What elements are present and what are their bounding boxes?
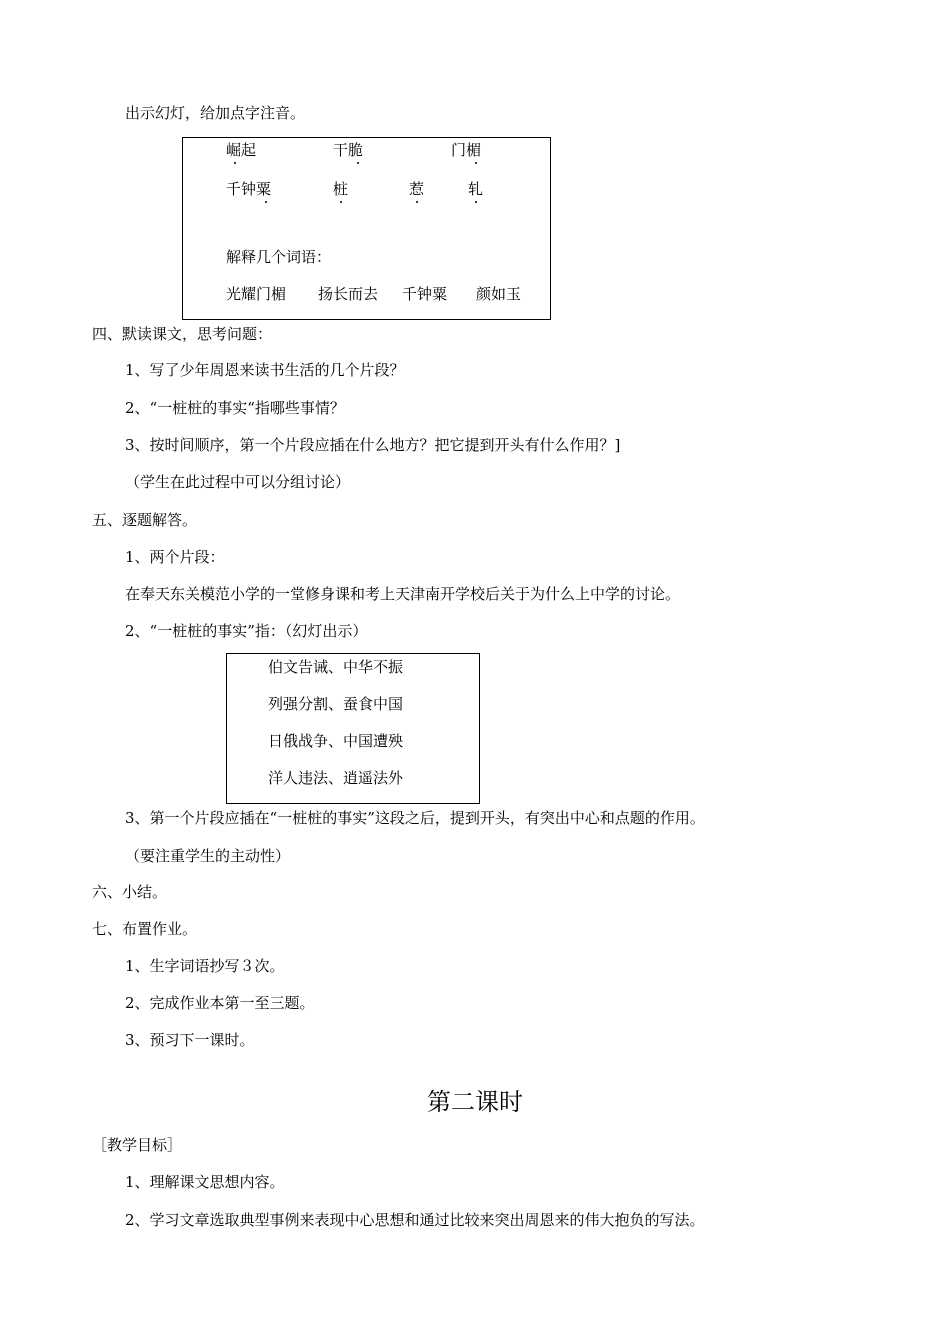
emphasis-dot: [357, 162, 359, 164]
word-zhuang: 桩: [333, 180, 349, 198]
fact-3: 日俄战争、中国遭殃: [268, 732, 404, 750]
section4-q3: 3、按时间顺序，第一个片段应插在什么地方？把它提到开头有什么作用？]: [125, 436, 621, 454]
emphasis-dot: [340, 201, 342, 203]
term-1: 光耀门楣: [226, 285, 287, 303]
word-re: 惹: [409, 180, 425, 198]
emphasis-dot: [475, 162, 477, 164]
term-3: 千钟粟: [402, 285, 448, 303]
goal-1: 1、理解课文思想内容。: [125, 1173, 285, 1191]
fact-1: 伯文告诫、中华不振: [268, 658, 404, 676]
section4-heading: 四、默读课文，思考问题：: [92, 325, 273, 343]
homework-1: 1、生字词语抄写３次。: [125, 957, 285, 975]
section5-a1-detail: 在奉天东关模范小学的一堂修身课和考上天津南开学校后关于为什么上中学的讨论。: [125, 585, 681, 603]
word-jueqi: 崛起: [226, 141, 257, 159]
section5-a3: 3、第一个片段应插在“一桩桩的事实”这段之后，提到开头，有突出中心和点题的作用。: [125, 809, 705, 827]
emphasis-dot: [265, 201, 267, 203]
emphasis-dot: [234, 162, 236, 164]
word-menmei: 门楣: [451, 141, 482, 159]
facts-box: [226, 653, 480, 804]
term-2: 扬长而去: [318, 285, 379, 303]
emphasis-dot: [416, 201, 418, 203]
emphasis-dot: [475, 201, 477, 203]
section5-heading: 五、逐题解答。: [92, 511, 198, 529]
word-gancui: 干脆: [333, 141, 364, 159]
fact-4: 洋人违法、逍遥法外: [268, 769, 404, 787]
section4-q1: 1、写了少年周恩来读书生活的几个片段？: [125, 361, 405, 379]
term-4: 颜如玉: [476, 285, 522, 303]
intro-text: 出示幻灯，给加点字注音。: [125, 104, 306, 122]
lesson2-title: 第二课时: [427, 1088, 523, 1116]
goal-2: 2、学习文章选取典型事例来表现中心思想和通过比较来突出周恩来的伟大抱负的写法。: [125, 1211, 705, 1229]
explain-label: 解释几个词语：: [226, 248, 332, 266]
section7-heading: 七、布置作业。: [92, 920, 198, 938]
teaching-goals-label: ［教学目标］: [92, 1136, 183, 1154]
section6-heading: 六、小结。: [92, 883, 168, 901]
section5-a2: 2、“一桩桩的事实”指：（幻灯出示）: [125, 622, 368, 640]
pinyin-box: [182, 137, 551, 320]
word-qianzhongsu: 千钟粟: [226, 180, 272, 198]
section5-note: （要注重学生的主动性）: [125, 847, 291, 865]
homework-3: 3、预习下一课时。: [125, 1031, 255, 1049]
section4-note: （学生在此过程中可以分组讨论）: [125, 473, 351, 491]
fact-2: 列强分割、蚕食中国: [268, 695, 404, 713]
word-ya: 轧: [468, 180, 484, 198]
homework-2: 2、完成作业本第一至三题。: [125, 994, 315, 1012]
section5-a1: 1、两个片段：: [125, 548, 225, 566]
section4-q2: 2、“一桩桩的事实“指哪些事情？: [125, 399, 345, 417]
